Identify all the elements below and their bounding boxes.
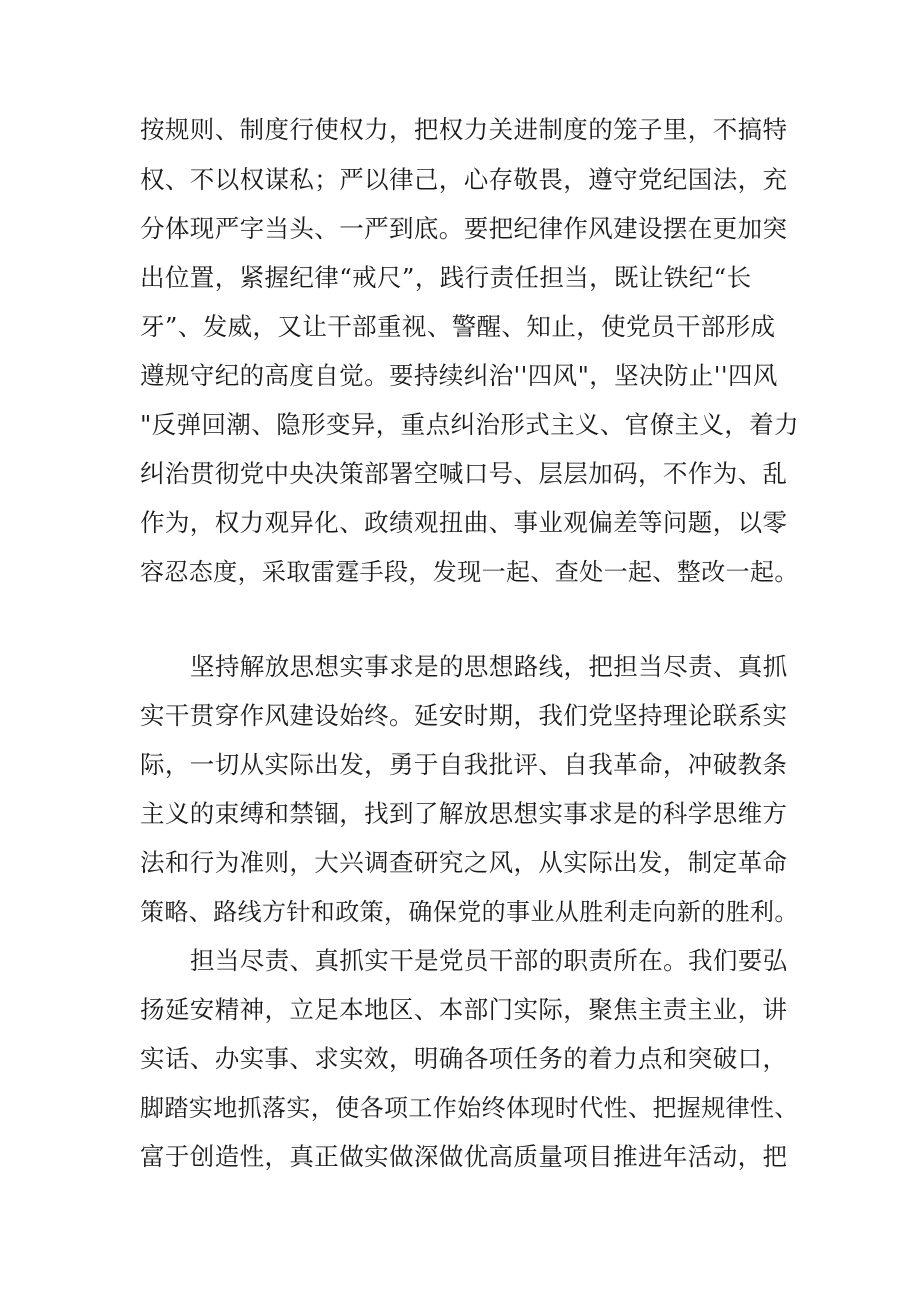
- text-line: 实话、办实事、求实效，明确各项任务的着力点和突破口，: [140, 1044, 788, 1073]
- text-line: "反弹回潮、隐形变异，重点纠治形式主义、官僚主义，着力: [140, 410, 800, 439]
- text-line: 坚持解放思想实事求是的思想路线，把担当尽责、真抓: [190, 652, 788, 681]
- text-line: 策略、路线方针和政策，确保党的事业从胜利走向新的胜利。: [140, 898, 799, 926]
- text-line: 富于创造性，真正做实做深做优高质量项目推进年活动，把: [140, 1142, 788, 1171]
- text-line: 容忍态度，采取雷霆手段，发现一起、查处一起、整改一起。: [140, 558, 799, 586]
- text-line: 实干贯穿作风建设始终。延安时期，我们党坚持理论联系实: [140, 701, 788, 730]
- text-line: 际，一切从实际出发，勇于自我批评、自我革命，冲破教条: [140, 750, 788, 779]
- text-line: 脚踏实地抓落实，使各项工作始终体现时代性、把握规律性、: [140, 1094, 799, 1122]
- text-line: 担当尽责、真抓实干是党员干部的职责所在。我们要弘: [190, 946, 788, 975]
- text-line: 作为，权力观异化、政绩观扭曲、事业观偏差等问题，以零: [140, 508, 788, 537]
- text-line: 主义的束缚和禁锢，找到了解放思想实事求是的科学思维方: [140, 799, 788, 828]
- text-line: 遵规守纪的高度自觉。要持续纠治''四风"，坚决防止''四风: [140, 361, 778, 390]
- text-line: 分体现严字当头、一严到底。要把纪律作风建设摆在更加突: [140, 214, 788, 243]
- text-line: 牙”、发威，又让干部重视、警醒、知止，使党员干部形成: [140, 312, 776, 341]
- text-line: 权、不以权谋私；严以律己，心存敬畏，遵守党纪国法，充: [140, 165, 788, 194]
- text-line: 出位置，紧握纪律“戒尺”，践行责任担当，既让铁纪“长: [140, 263, 752, 292]
- text-line: 扬延安精神，立足本地区、本部门实际，聚焦主责主业，讲: [140, 995, 788, 1024]
- text-line: 纠治贯彻党中央决策部署空喊口号、层层加码，不作为、乱: [140, 459, 788, 488]
- text-line: 法和行为准则，大兴调查研究之风，从实际出发，制定革命: [140, 848, 788, 877]
- text-line: 按规则、制度行使权力，把权力关进制度的笼子里，不搞特: [140, 115, 788, 144]
